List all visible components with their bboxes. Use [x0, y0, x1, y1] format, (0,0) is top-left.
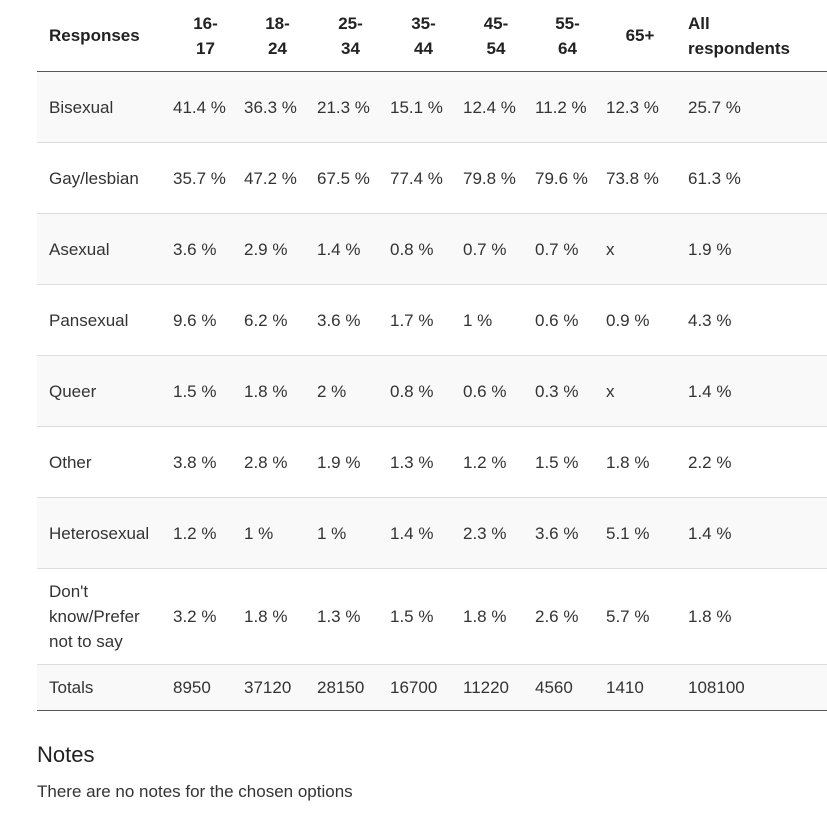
table-cell: 3.2 % [173, 607, 217, 626]
col-header-45-54-text: 45- 54 [483, 13, 509, 58]
table-cell: 9.6 % [173, 310, 217, 330]
table-cell: 21.3 % [317, 97, 370, 117]
table-cell: 6.2 % [244, 310, 288, 330]
row-label: Bisexual [49, 97, 114, 117]
table-row [37, 285, 827, 356]
table-cell: 4.3 % [688, 310, 732, 330]
col-header-55-64 [535, 0, 606, 72]
table-cell: 12.4 % [463, 97, 516, 117]
table-cell: 2.3 % [463, 523, 507, 543]
table-cell: 2.9 % [244, 239, 288, 259]
header-row [37, 0, 827, 72]
table-cell: 1.8 % [606, 452, 650, 472]
table-cell: 1.7 % [390, 310, 434, 330]
table-cell: 0.6 % [463, 381, 507, 401]
table-row [37, 214, 827, 285]
table-cell: 1410 [606, 678, 644, 697]
table-cell: 3.6 % [173, 239, 217, 259]
col-header-35-44 [390, 0, 463, 72]
table-cell: 1.8 % [244, 607, 288, 626]
row-label: Gay/lesbian [49, 168, 139, 188]
table-cell: 5.1 % [606, 523, 650, 543]
table-cell: 1.9 % [688, 239, 732, 259]
table-cell: 37120 [244, 678, 292, 697]
table-cell: 12.3 % [606, 97, 659, 117]
table-cell: 1.4 % [317, 239, 361, 259]
table-cell: 61.3 % [688, 168, 741, 188]
col-header-65-plus [606, 0, 680, 72]
table-cell: 35.7 % [173, 168, 226, 188]
table-cell: 47.2 % [244, 168, 297, 188]
col-header-25-34 [317, 0, 390, 72]
row-label: Heterosexual [49, 523, 150, 543]
table-cell: x [606, 239, 615, 259]
col-header-25-34-text: 25- 34 [338, 13, 363, 58]
table-cell: 1.4 % [688, 523, 732, 543]
responses-table [37, 0, 827, 711]
table-cell: 1.4 % [688, 381, 732, 401]
row-label: Don't know/Prefer not to say [49, 582, 140, 651]
table-cell: 1.9 % [317, 452, 361, 472]
table-cell: 15.1 % [390, 97, 443, 117]
table-cell: 1.2 % [463, 452, 507, 472]
table-cell: 5.7 % [606, 607, 650, 626]
row-label: Totals [49, 678, 94, 697]
table-row [37, 72, 827, 143]
table-cell: 3.8 % [173, 452, 217, 472]
table-cell: 1 % [244, 523, 274, 543]
row-label: Other [49, 452, 92, 472]
table-row [37, 356, 827, 427]
col-header-65-plus-text: 65+ [625, 26, 655, 45]
totals-row [37, 665, 827, 711]
table-cell: 0.8 % [390, 239, 434, 259]
table-cell: 36.3 % [244, 97, 297, 117]
table-cell: 1 % [317, 523, 347, 543]
table-cell: 1.8 % [463, 607, 507, 626]
col-header-35-44-text: 35- 44 [411, 13, 436, 58]
col-header-responses: Responses [37, 0, 173, 72]
col-header-16-17-text: 16- 17 [193, 13, 218, 58]
table-cell: 2 % [317, 381, 347, 401]
table-row [37, 143, 827, 214]
row-label: Asexual [49, 239, 110, 259]
table-cell: 0.9 % [606, 310, 650, 330]
table-cell: 1.5 % [535, 452, 579, 472]
table-cell: 0.3 % [535, 381, 579, 401]
col-header-16-17 [173, 0, 244, 72]
table-cell: 1.8 % [688, 607, 732, 626]
table-cell: 25.7 % [688, 97, 741, 117]
table-cell: 79.6 % [535, 168, 588, 188]
table-cell: 1.5 % [390, 607, 434, 626]
table-cell: 28150 [317, 678, 365, 697]
table-cell: 2.8 % [244, 452, 288, 472]
col-header-18-24-text: 18- 24 [265, 13, 290, 58]
table-cell: 1.8 % [244, 381, 288, 401]
table-cell: 2.2 % [688, 452, 732, 472]
table-cell: 0.7 % [535, 239, 579, 259]
table-cell: 1.3 % [390, 452, 434, 472]
table-cell: 0.6 % [535, 310, 579, 330]
table-cell: 67.5 % [317, 168, 370, 188]
table-cell: 0.8 % [390, 381, 434, 401]
table-cell: 41.4 % [173, 97, 226, 117]
table-cell: 3.6 % [317, 310, 361, 330]
table-cell: 1 % [463, 310, 493, 330]
table-cell: 79.8 % [463, 168, 516, 188]
table-body [37, 72, 827, 711]
table-cell: 77.4 % [390, 168, 443, 188]
table-cell: 1.5 % [173, 381, 217, 401]
table-cell: 8950 [173, 678, 211, 697]
table-cell: 73.8 % [606, 168, 659, 188]
table-row [37, 498, 827, 569]
table-cell: 1.2 % [173, 523, 217, 543]
table-cell: 1.3 % [317, 607, 361, 626]
notes-heading: Notes [37, 742, 95, 767]
col-header-45-54 [463, 0, 535, 72]
col-header-all-respondents [680, 0, 827, 72]
table-cell: 16700 [390, 678, 438, 697]
table-cell: 11.2 % [535, 97, 587, 117]
table-cell: 1.4 % [390, 523, 434, 543]
col-header-18-24 [244, 0, 317, 72]
table-row [37, 427, 827, 498]
col-header-55-64-text: 55- 64 [555, 13, 580, 58]
table-cell: 108100 [688, 678, 745, 697]
table-cell: x [606, 381, 615, 401]
notes-text: There are no notes for the chosen options [37, 782, 353, 801]
table-row [37, 569, 827, 665]
table-cell: 3.6 % [535, 523, 579, 543]
table-cell: 4560 [535, 678, 573, 697]
row-label: Queer [49, 381, 97, 401]
col-header-all-respondents-text: All respondents [688, 13, 791, 58]
table-cell: 0.7 % [463, 239, 507, 259]
table-cell: 2.6 % [535, 607, 579, 626]
row-label: Pansexual [49, 310, 129, 330]
table-cell: 11220 [463, 678, 510, 697]
